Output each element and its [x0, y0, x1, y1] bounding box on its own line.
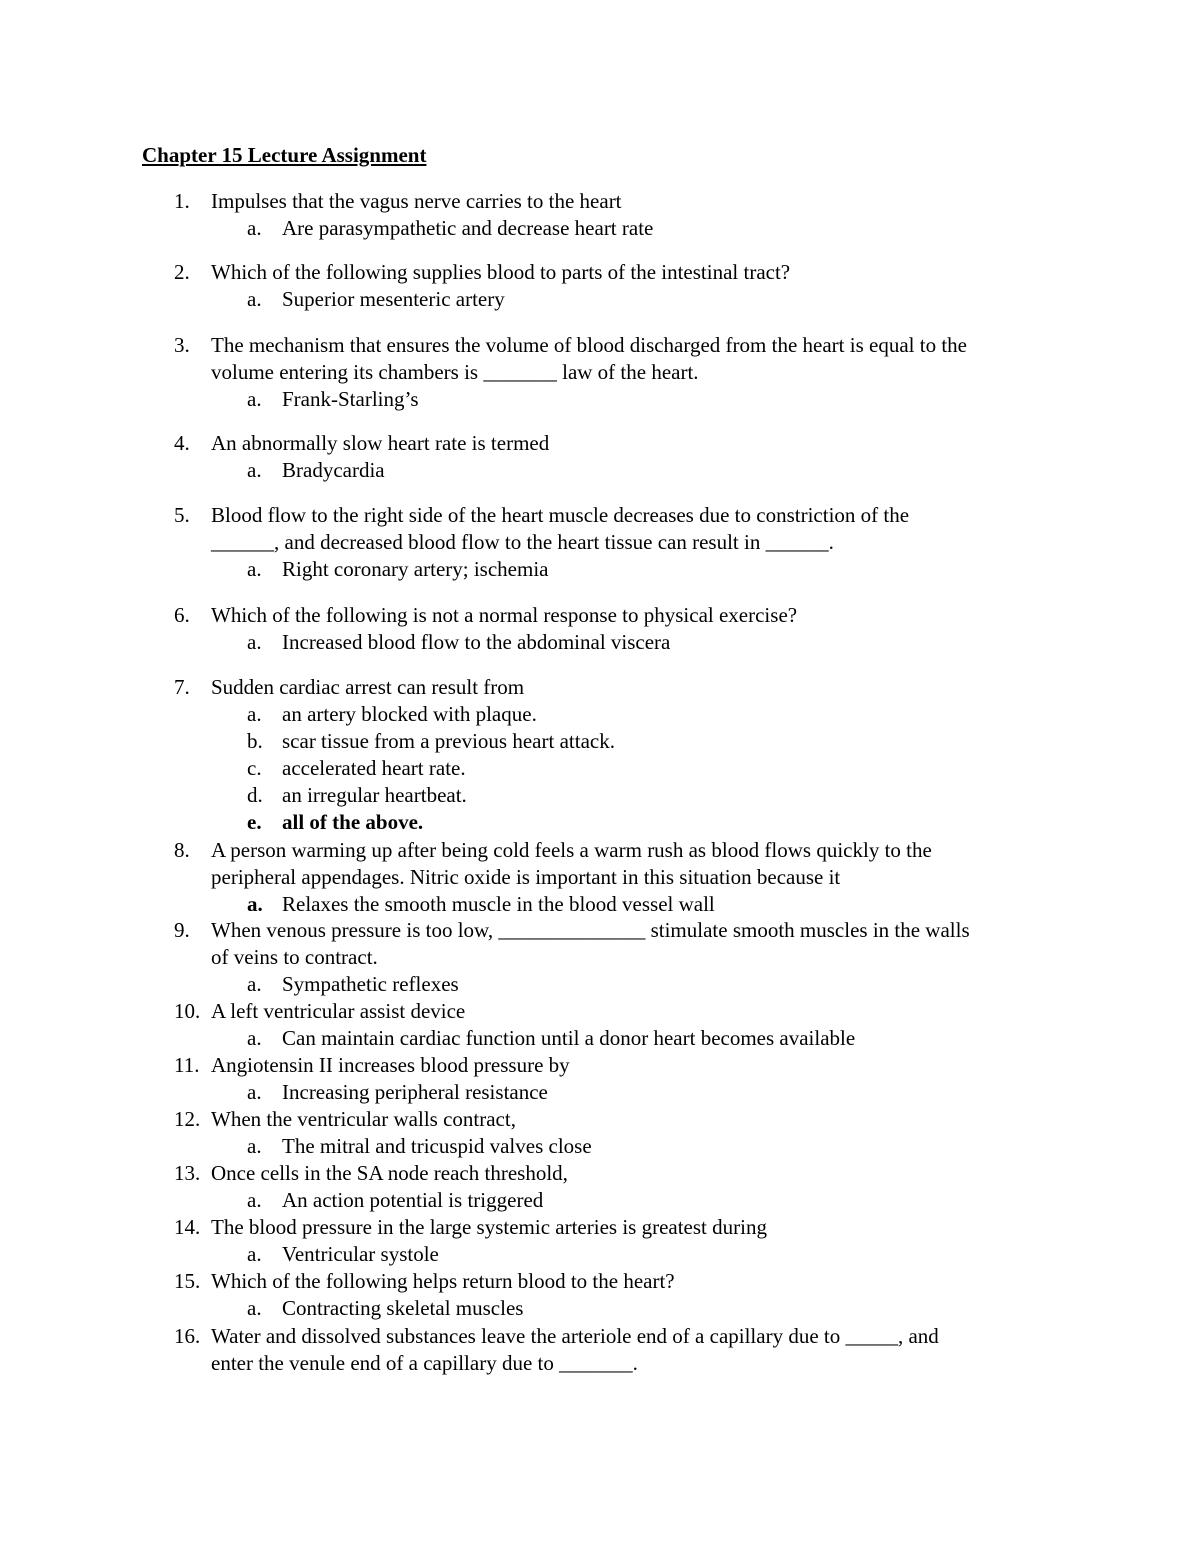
answer-label: a.	[247, 1188, 262, 1212]
question-text: volume entering its chambers is _______ law of the heart.	[211, 360, 699, 384]
answer-text: Right coronary artery; ischemia	[282, 557, 549, 581]
answer-label: c.	[247, 756, 262, 780]
answer-label: a.	[247, 287, 262, 311]
answer-text: Increasing peripheral resistance	[282, 1080, 548, 1104]
question-text: An abnormally slow heart rate is termed	[211, 431, 550, 455]
question-number: 2.	[174, 260, 190, 284]
question-text: Blood flow to the right side of the heart muscle decreases due to constriction of the	[211, 503, 910, 527]
answer-label: a.	[247, 1026, 262, 1050]
answer-label: a.	[247, 387, 262, 411]
question-text: When the ventricular walls contract,	[211, 1107, 516, 1131]
answer-text: Frank-Starling’s	[282, 387, 419, 411]
answer-text: Ventricular systole	[282, 1242, 439, 1266]
question-number: 8.	[174, 838, 190, 862]
answer-label: a.	[247, 702, 262, 726]
question-text: A person warming up after being cold feels a warm rush as blood flows quickly to the	[211, 838, 932, 862]
answer-label: a.	[247, 972, 262, 996]
question-text: When venous pressure is too low, ______________ stimulate smooth muscles in the walls	[211, 918, 970, 942]
question-number: 1.	[174, 189, 190, 213]
question-text: Once cells in the SA node reach threshold,	[211, 1161, 568, 1185]
answer-text: an irregular heartbeat.	[282, 783, 467, 807]
answer-label: a.	[247, 1242, 262, 1266]
answer-label: a.	[247, 216, 262, 240]
question-number: 5.	[174, 503, 190, 527]
question-text: Which of the following is not a normal response to physical exercise?	[211, 603, 798, 627]
question-text: peripheral appendages. Nitric oxide is important in this situation because it	[211, 865, 841, 889]
question-text: Impulses that the vagus nerve carries to the heart	[211, 189, 622, 213]
answer-text: scar tissue from a previous heart attack.	[282, 729, 615, 753]
answer-label: a.	[247, 630, 262, 654]
question-number: 10.	[174, 999, 201, 1023]
question-number: 12.	[174, 1107, 201, 1131]
answer-label: b.	[247, 729, 263, 753]
answer-text: Contracting skeletal muscles	[282, 1296, 524, 1320]
question-number: 9.	[174, 918, 190, 942]
question-number: 14.	[174, 1215, 201, 1239]
answer-text: all of the above.	[282, 810, 424, 834]
answer-text: Relaxes the smooth muscle in the blood vessel wall	[282, 892, 715, 916]
question-text: The blood pressure in the large systemic arteries is greatest during	[211, 1215, 767, 1239]
question-text: Angiotensin II increases blood pressure by	[211, 1053, 570, 1077]
question-text: Which of the following helps return blood to the heart?	[211, 1269, 675, 1293]
question-text: of veins to contract.	[211, 945, 378, 969]
answer-text: Increased blood flow to the abdominal viscera	[282, 630, 671, 654]
answer-text: Sympathetic reflexes	[282, 972, 459, 996]
page-title: Chapter 15 Lecture Assignment	[142, 143, 427, 167]
answer-text: The mitral and tricuspid valves close	[282, 1134, 592, 1158]
question-text: The mechanism that ensures the volume of blood discharged from the heart is equal to the	[211, 333, 967, 357]
answer-text: an artery blocked with plaque.	[282, 702, 537, 726]
question-number: 7.	[174, 675, 190, 699]
answer-label: e.	[247, 810, 262, 834]
answer-label: a.	[247, 1134, 262, 1158]
question-number: 4.	[174, 431, 190, 455]
question-number: 13.	[174, 1161, 201, 1185]
answer-label: a.	[247, 1296, 262, 1320]
answer-text: Bradycardia	[282, 458, 385, 482]
answer-text: accelerated heart rate.	[282, 756, 466, 780]
question-number: 3.	[174, 333, 190, 357]
answer-label: a.	[247, 458, 262, 482]
question-number: 16.	[174, 1324, 201, 1348]
question-number: 11.	[174, 1053, 200, 1077]
question-text: Water and dissolved substances leave the arteriole end of a capillary due to _____, and	[211, 1324, 939, 1348]
question-text: enter the venule end of a capillary due to _______.	[211, 1351, 638, 1375]
question-number: 6.	[174, 603, 190, 627]
answer-label: d.	[247, 783, 263, 807]
question-text: Sudden cardiac arrest can result from	[211, 675, 525, 699]
question-text: Which of the following supplies blood to parts of the intestinal tract?	[211, 260, 791, 284]
answer-text: Are parasympathetic and decrease heart rate	[282, 216, 654, 240]
answer-label: a.	[247, 892, 263, 916]
answer-text: Superior mesenteric artery	[282, 287, 505, 311]
answer-text: Can maintain cardiac function until a donor heart becomes available	[282, 1026, 856, 1050]
answer-label: a.	[247, 557, 262, 581]
question-number: 15.	[174, 1269, 201, 1293]
question-text: A left ventricular assist device	[211, 999, 466, 1023]
answer-text: An action potential is triggered	[282, 1188, 544, 1212]
answer-label: a.	[247, 1080, 262, 1104]
question-text: ______, and decreased blood flow to the heart tissue can result in ______.	[211, 530, 834, 554]
